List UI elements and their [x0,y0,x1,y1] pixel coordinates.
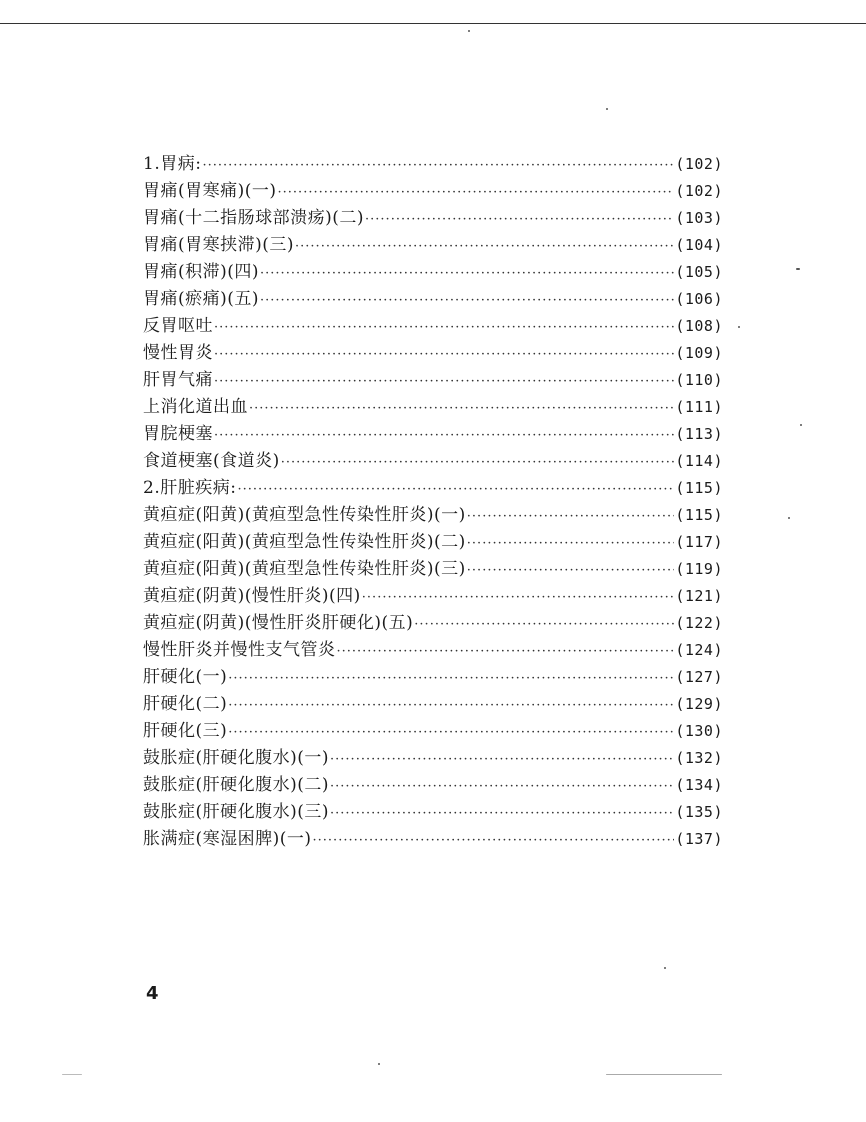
toc-entry-page: (117) [675,533,723,551]
toc-entry-title: 胃痛(胃寒挟滞)(三) [143,235,295,255]
toc-entry-title: 慢性肝炎并慢性支气管炎 [143,640,336,660]
toc-entry-page: (119) [675,560,723,578]
toc-entry [143,151,723,178]
top-rule [0,23,866,24]
toc-entry-title: 黄疸症(阳黄)(黄疸型急性传染性肝炎)(一) [143,505,466,525]
dot-leader [330,773,674,800]
toc-entry [143,745,723,772]
toc-entry [143,475,723,502]
toc-entry-page: (104) [675,236,723,254]
toc-entry-page: (108) [675,317,723,335]
toc-entry-page: (129) [675,695,723,713]
dot-leader [249,395,674,422]
scan-speck [788,517,790,519]
toc-entry-page: (134) [675,776,723,794]
toc-entry-page: (103) [675,209,723,227]
toc-entry [143,826,723,853]
toc-entry-page: (111) [675,398,723,416]
toc-entry-title: 肝硬化(三) [143,721,228,741]
toc-entry-title: 鼓胀症(肝硬化腹水)(三) [143,802,330,822]
toc-entry-page: (110) [675,371,723,389]
scan-speck [606,1074,722,1075]
toc-entry-title: 鼓胀症(肝硬化腹水)(一) [143,748,330,768]
scan-speck [796,268,800,270]
toc-entry-page: (124) [675,641,723,659]
toc-entry-title: 反胃呕吐 [143,316,213,336]
dot-leader [260,260,674,287]
toc-entry-page: (115) [675,479,723,497]
toc-entry [143,610,723,637]
toc-entry [143,259,723,286]
toc-entry-title: 胃痛(十二指肠球部溃疡)(二) [143,208,365,228]
toc-entry [143,556,723,583]
toc-entry-title: 肝胃气痛 [143,370,213,390]
toc-entry [143,718,723,745]
dot-leader [202,152,674,179]
toc-entry [143,799,723,826]
dot-leader [295,233,674,260]
toc-entry-page: (114) [675,452,723,470]
scan-speck [800,424,802,426]
toc-entry [143,637,723,664]
dot-leader [467,530,675,557]
toc-entry [143,286,723,313]
dot-leader [337,638,675,665]
toc-entry [143,232,723,259]
dot-leader [467,557,675,584]
dot-leader [330,800,674,827]
toc-entry [143,583,723,610]
toc-entry-page: (102) [675,182,723,200]
dot-leader [467,503,675,530]
dot-leader [260,287,674,314]
toc-entry-page: (122) [675,614,723,632]
toc-entry-title: 鼓胀症(肝硬化腹水)(二) [143,775,330,795]
toc-entry-title: 黄疸症(阳黄)(黄疸型急性传染性肝炎)(三) [143,559,466,579]
toc-entry-page: (127) [675,668,723,686]
toc-entry-page: (121) [675,587,723,605]
toc-entry-page: (113) [675,425,723,443]
toc-entry [143,313,723,340]
toc-entry-title: 肝硬化(一) [143,667,228,687]
dot-leader [214,368,674,395]
toc-entry-title: 肝硬化(二) [143,694,228,714]
toc-entry-page: (132) [675,749,723,767]
dot-leader [365,206,674,233]
toc-entry-page: (109) [675,344,723,362]
toc-entry-title: 慢性胃炎 [143,343,213,363]
toc-entry-title: 上消化道出血 [143,397,248,417]
dot-leader [237,476,674,503]
toc-entry-title: 食道梗塞(食道炎) [143,451,280,471]
scan-speck [378,1063,380,1065]
toc-entry [143,205,723,232]
toc-entry [143,772,723,799]
scan-speck [468,30,470,32]
scan-speck [738,326,740,328]
toc-entry [143,691,723,718]
toc-entry-title: 1.胃病: [143,154,202,174]
toc-entry [143,367,723,394]
toc-entry-title: 黄疸症(阴黄)(慢性肝炎)(四) [143,586,361,606]
dot-leader [228,665,674,692]
toc-entry-page: (105) [675,263,723,281]
toc-entry [143,340,723,367]
toc-entry-title: 胃痛(胃寒痛)(一) [143,181,277,201]
toc-entry [143,421,723,448]
toc-entry-title: 胀满症(寒湿困脾)(一) [143,829,312,849]
scan-speck [62,1074,82,1075]
toc-entry-title: 胃痛(积滞)(四) [143,262,260,282]
dot-leader [228,692,674,719]
dot-leader [228,719,674,746]
toc-entry-title: 胃脘梗塞 [143,424,213,444]
toc-entry-title: 黄疸症(阳黄)(黄疸型急性传染性肝炎)(二) [143,532,466,552]
scan-speck [664,967,666,969]
toc-entry-page: (137) [675,830,723,848]
dot-leader [330,746,674,773]
toc-entry-page: (130) [675,722,723,740]
scan-speck [606,108,608,110]
toc-entry-page: (102) [675,155,723,173]
dot-leader [278,179,675,206]
page-number: 4 [146,983,159,1004]
dot-leader [214,314,674,341]
toc-entry-page: (106) [675,290,723,308]
toc-entry [143,178,723,205]
toc-entry-page: (115) [675,506,723,524]
dot-leader [362,584,675,611]
toc-entry-title: 2.肝脏疾病: [143,478,237,498]
dot-leader [313,827,675,854]
table-of-contents [143,151,723,853]
dot-leader [281,449,675,476]
dot-leader [214,341,674,368]
dot-leader [414,611,674,638]
toc-entry [143,664,723,691]
toc-entry-title: 胃痛(瘀痛)(五) [143,289,260,309]
toc-entry [143,394,723,421]
toc-entry [143,502,723,529]
toc-entry-title: 黄疸症(阴黄)(慢性肝炎肝硬化)(五) [143,613,414,633]
dot-leader [214,422,674,449]
toc-entry-page: (135) [675,803,723,821]
toc-entry [143,448,723,475]
toc-entry [143,529,723,556]
